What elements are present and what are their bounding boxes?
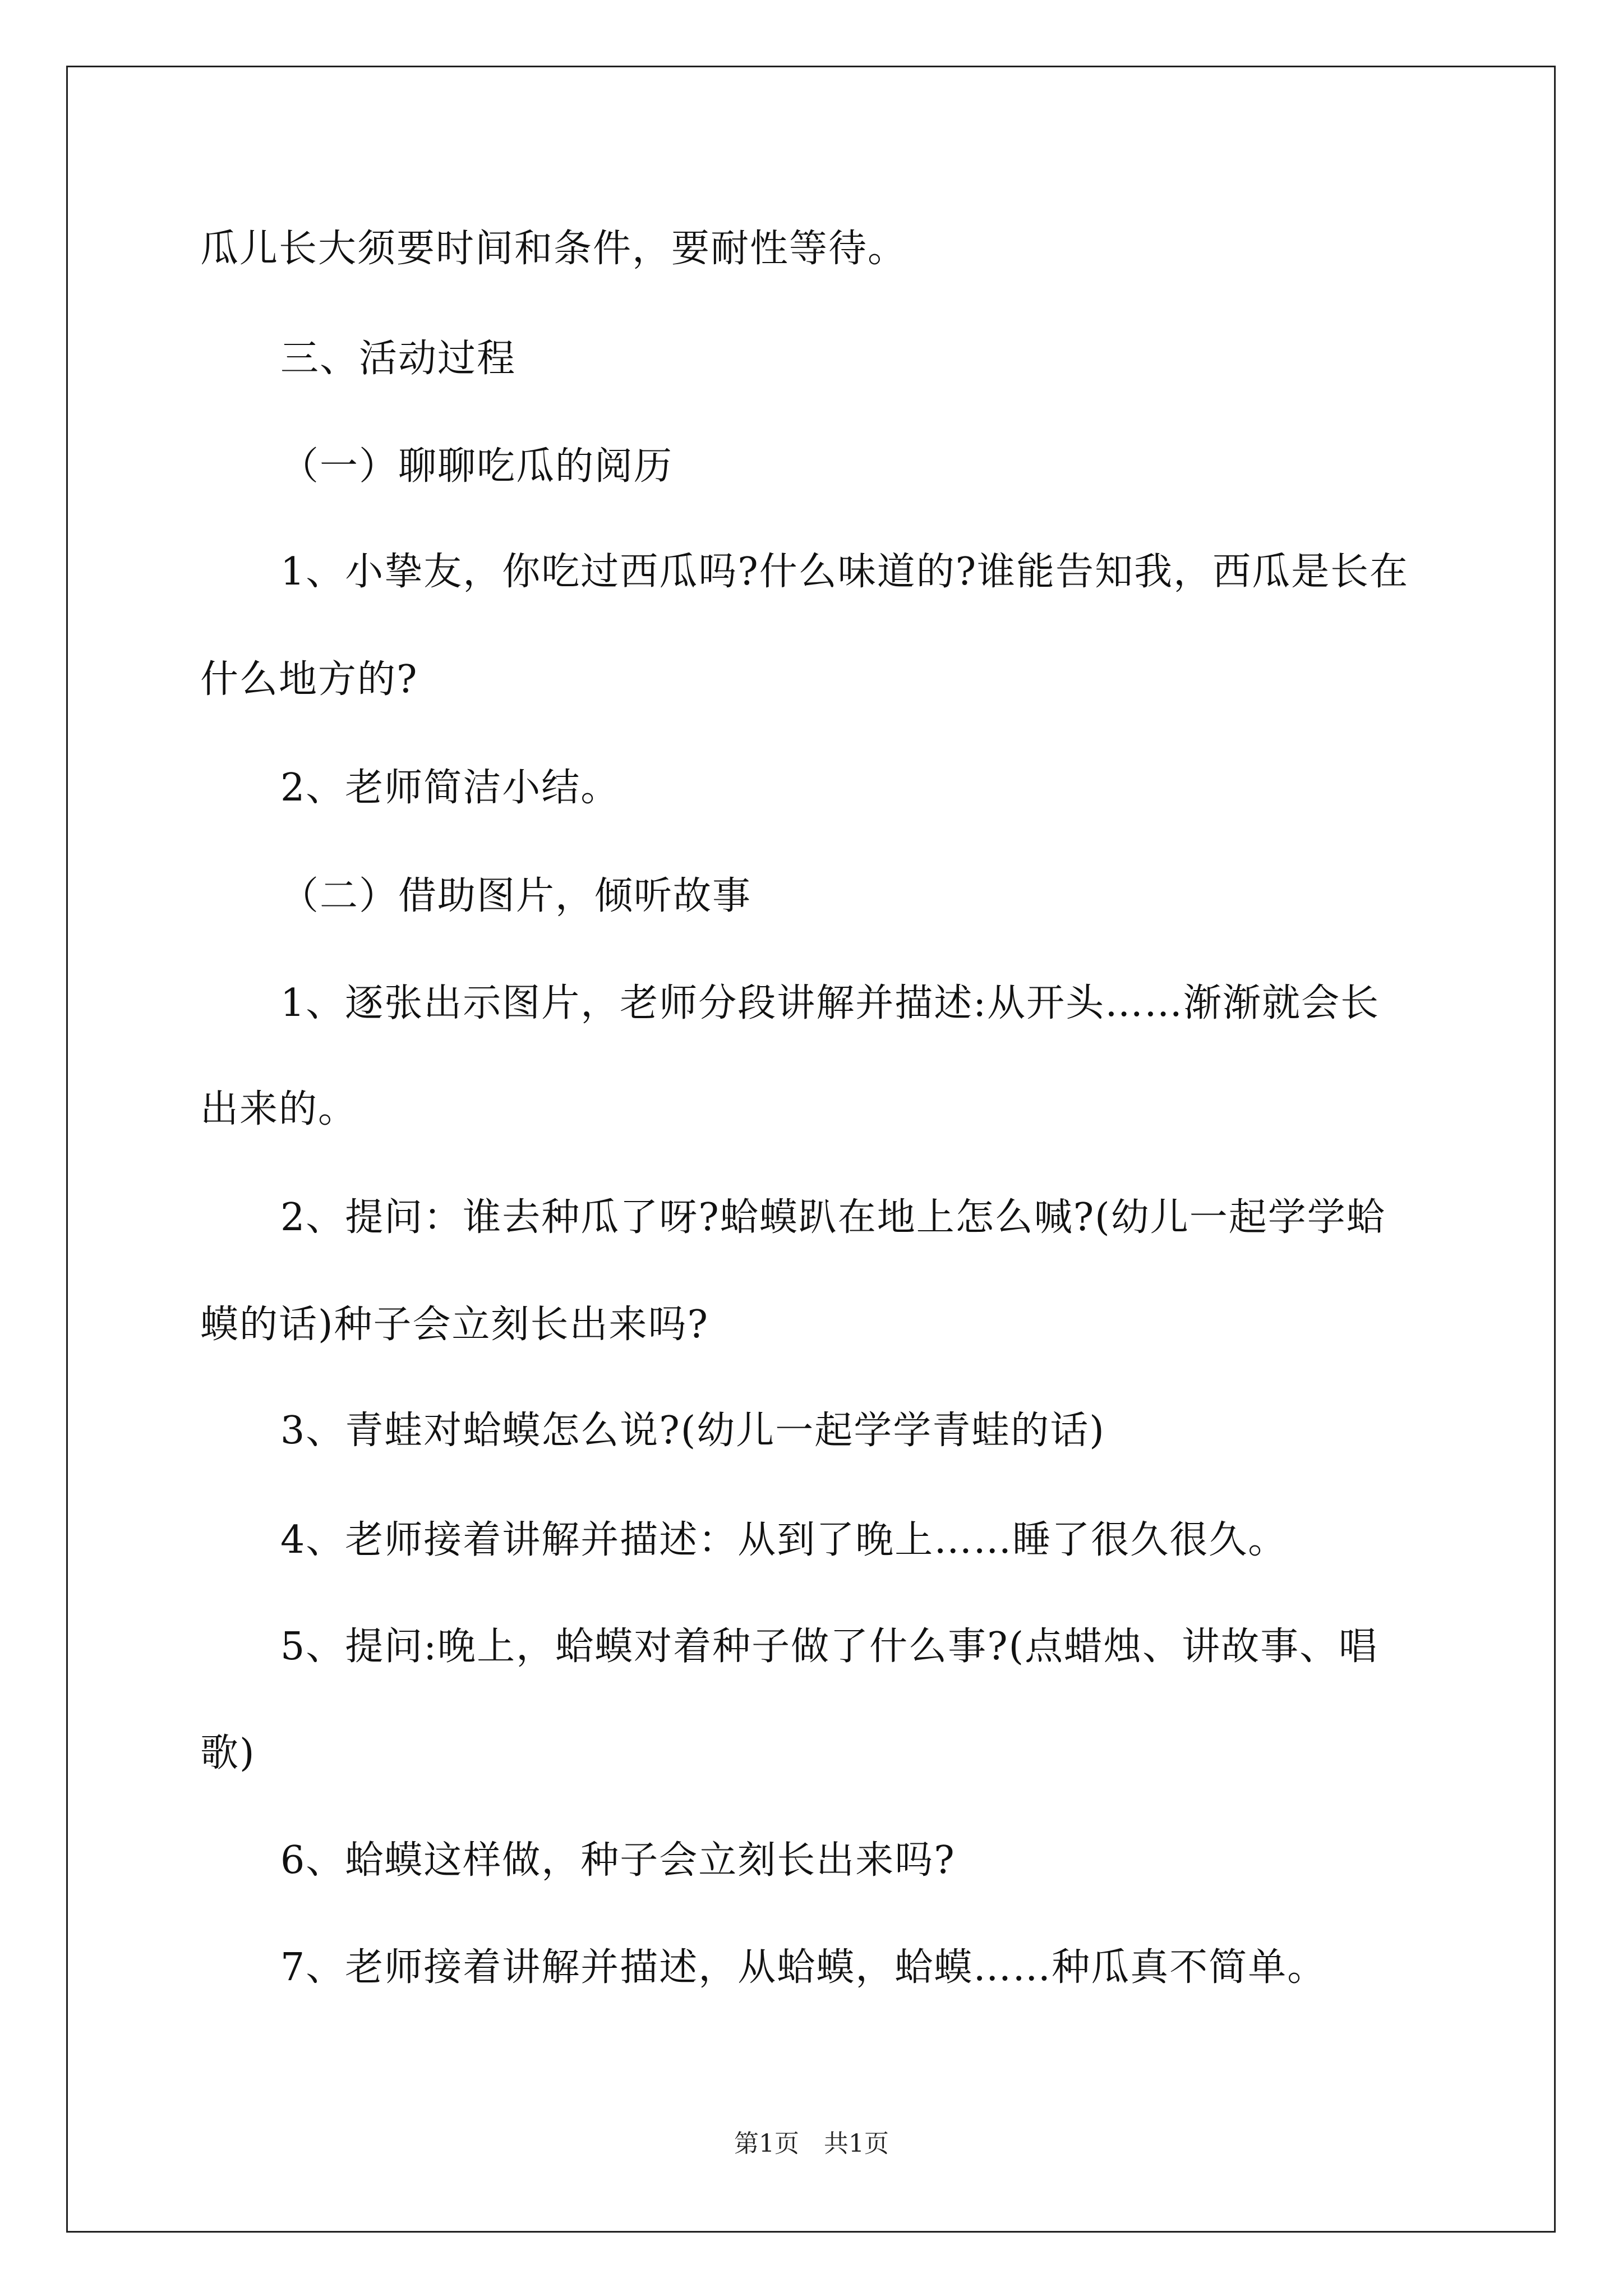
paragraph-line-story-5: 5、提问:晚上，蛤蟆对着种子做了什么事?(点蜡烛、讲故事、唱 [280,1625,1378,1669]
paragraph-line-story-5-cont: 歌) [200,1731,256,1775]
paragraph-line-step-1: 1、小挚友，你吃过西瓜吗?什么味道的?谁能告知我，西瓜是长在 [280,550,1409,594]
paragraph-line-step-2: 2、老师简洁小结。 [280,766,620,810]
paragraph-line-1: 瓜儿长大须要时间和条件，要耐性等待。 [200,227,907,271]
paragraph-line-story-2-cont: 蟆的话)种子会立刻长出来吗? [200,1303,709,1347]
paragraph-line-story-7: 7、老师接着讲解并描述，从蛤蟆，蛤蟆……种瓜真不简单。 [280,1945,1327,1990]
page-footer: 第1页 共1页 [734,2129,889,2158]
subsection-heading-1: （一）聊聊吃瓜的阅历 [280,444,674,489]
paragraph-line-story-6: 6、蛤蟆这样做，种子会立刻长出来吗? [280,1838,956,1883]
paragraph-line-story-1-cont: 出来的。 [200,1087,358,1131]
page-border [66,66,1556,2233]
subsection-heading-2: （二）借助图片，倾听故事 [280,874,752,918]
paragraph-line-step-1-cont: 什么地方的? [200,657,418,702]
paragraph-line-story-3: 3、青蛙对蛤蟆怎么说?(幼儿一起学学青蛙的话) [280,1409,1105,1453]
paragraph-line-story-4: 4、老师接着讲解并描述：从到了晚上……睡了很久很久。 [280,1518,1288,1562]
section-heading-activity-process: 三、活动过程 [280,337,517,381]
paragraph-line-story-1: 1、逐张出示图片，老师分段讲解并描述:从开头……渐渐就会长 [280,981,1380,1025]
paragraph-line-story-2: 2、提问：谁去种瓜了呀?蛤蟆趴在地上怎么喊?(幼儿一起学学蛤 [280,1195,1386,1240]
